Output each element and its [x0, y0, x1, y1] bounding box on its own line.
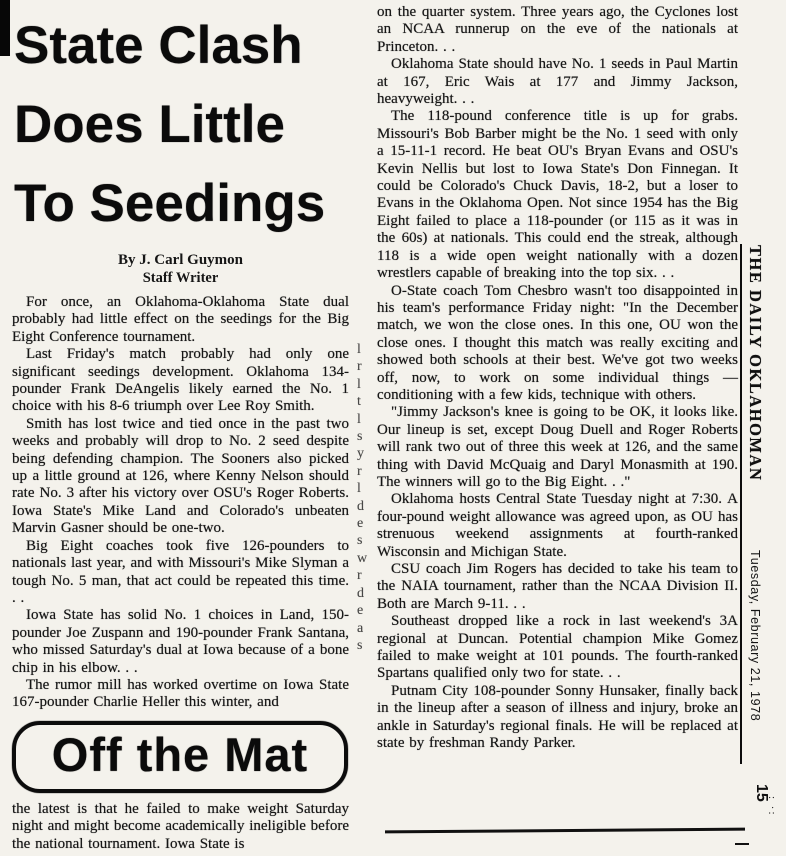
- gutter-fragment: e: [357, 603, 364, 619]
- gutter-fragment: s: [357, 533, 363, 549]
- article-paragraph: Iowa State has solid No. 1 choices in Land, 150-pounder Joe Zuspann and 190-pounder Frank Santana, who missed Saturday's dual at Iowa because of a bone chip in his elbow. . .: [12, 607, 349, 676]
- article-paragraph: Putnam City 108-pounder Sonny Hunsaker, finally back in the lineup after a season of illness and injury, broke an ankle in Saturday's regional finals. He will be replaced at state by freshman Randy Parker.: [377, 682, 738, 752]
- gutter-fragment: s: [357, 429, 363, 445]
- headline-line: Does Little: [14, 95, 285, 154]
- article-paragraph: For once, an Oklahoma-Oklahoma State dual probably had little effect on the seedings for the Big Eight Conference tournament.: [12, 294, 349, 345]
- article-paragraph: The rumor mill has worked overtime on Iowa State 167-pounder Charlie Heller this winter, and: [12, 676, 349, 711]
- gutter-artifacts: [357, 341, 371, 654]
- page-edge-mark: [0, 0, 10, 56]
- gutter-fragment: e: [357, 516, 364, 532]
- headline-line: State Clash: [14, 16, 303, 75]
- gutter-fragment: r: [357, 359, 362, 375]
- gutter-fragment: y: [357, 446, 364, 462]
- gutter-fragment: d: [357, 498, 364, 514]
- page-number-dots: : ·:: [766, 796, 778, 817]
- gutter-fragment: a: [357, 620, 364, 636]
- article-paragraph: "Jimmy Jackson's knee is going to be OK, it looks like. Our lineup is set, except Doug Duell and Roger Roberts will rank two out of three this week at 126, and the same thing with David McQuaig and Daryl Monasmith at 190. The winners will go to the Big Eight. . .": [377, 404, 738, 490]
- off-the-mat-label: Off the Mat: [51, 728, 309, 782]
- page-number: 15: [753, 784, 770, 802]
- article-headline: [14, 6, 349, 243]
- article-paragraph: Oklahoma State should have No. 1 seeds in Paul Martin at 167, Eric Wais at 177 and Jimmy Jackson, heavyweight. . .: [377, 56, 738, 108]
- article-paragraph: Last Friday's match probably had only one significant seedings development. Oklahoma 134-pounder Frank DeAngelis likely earned the No. 1 choice with his 8-6 triumph over Lee Roy Smith.: [12, 346, 349, 415]
- article-paragraph: Smith has lost twice and tied once in the past two weeks and probably will drop to No. 2 seed despite being defending champion. The Sooners also picked up a little ground at 126, where Kenny Nelson should rate No. 3 after his victory over OSU's Roger Roberts. Iowa State's Mike Land and Colorado's unbeaten Marvin Gasner should be one-two.: [12, 415, 349, 537]
- gutter-fragment: l: [357, 376, 361, 392]
- gutter-fragment: t: [357, 394, 361, 410]
- gutter-fragment: l: [357, 342, 361, 357]
- left-column-body: [12, 294, 349, 712]
- gutter-fragment: l: [357, 411, 361, 427]
- article-end-rule: [385, 828, 745, 834]
- left-column-continuation: [12, 801, 349, 853]
- gutter-fragment: w: [357, 550, 368, 566]
- gutter-fragment: r: [357, 463, 362, 479]
- article-right-column: [377, 0, 738, 752]
- article-paragraph: CSU coach Jim Rogers has decided to take his team to the NAIA tournament, rather than the NCAA Division II. Both are March 9-11. . .: [377, 561, 738, 612]
- article-paragraph: on the quarter system. Three years ago, the Cyclones lost an NCAA runnerup on the eve of the nationals at Princeton. . .: [377, 4, 738, 55]
- issue-date: Tuesday, February 21, 1978: [748, 550, 762, 722]
- off-the-mat-box: [12, 721, 348, 793]
- margin-vertical-rule: [740, 244, 742, 764]
- article-paragraph: the latest is that he failed to make weight Saturday night and might become academically ineligible before the national tournament. Iowa State is: [12, 800, 349, 852]
- article-paragraph: O-State coach Tom Chesbro wasn't too disappointed in his team's performance Friday night: "In the December match, we won the close ones. In this one, OU won the close ones. I thought this match was really exciting and showed both schools at their best. We've got two weeks off, now, to work on some individual things — conditioning with a few kids, technique with others.: [377, 282, 738, 403]
- article-left-column: [12, 0, 349, 853]
- newspaper-masthead: THE DAILY OKLAHOMAN: [746, 245, 765, 482]
- right-column-body: [377, 4, 738, 752]
- gutter-fragment: r: [357, 568, 362, 584]
- gutter-fragment: d: [357, 585, 364, 601]
- gutter-fragment: l: [357, 481, 361, 497]
- article-paragraph: Big Eight coaches took five 126-pounders to nationals last year, and with Missouri's Mike Slyman a tough No. 5 man, that act could be repeated this time. . .: [12, 537, 349, 606]
- byline-block: [12, 251, 349, 287]
- article-paragraph: The 118-pound conference title is up for grabs. Missouri's Bob Barber might be the No. 1 seed with only a 15-11-1 record. He beat OU's Bryan Evans and OSU's Kevin Nellis but lost to Iowa State's Don Finnegan. It could be Colorado's Chuck Davis, 18-2, but a loser to Evans in the Oklahoma Open. Not since 1954 has the Big Eight failed to place a 118-pounder (or 115 as it was in the 60s) at nationals. This could end the streak, although 118 is a wide open weight nationally with a dozen wrestlers capable of breaking into the top six. . .: [377, 108, 738, 282]
- gutter-fragment: s: [357, 637, 363, 653]
- margin-tick-mark: [735, 843, 749, 845]
- article-paragraph: Oklahoma hosts Central State Tuesday night at 7:30. A four-pound weight allowance was agreed upon, as OU has strenuous weekend assignments at fourth-ranked Wisconsin and Michigan State.: [377, 491, 738, 560]
- headline-line: To Seedings: [14, 174, 326, 233]
- byline-author: By J. Carl Guymon: [117, 252, 243, 268]
- article-paragraph: Southeast dropped like a rock in last weekend's 3A regional at Duncan. Potential champion Mike Gomez failed to make weight at 101 pounds. The fourth-ranked Spartans qualified only two for state. . .: [377, 613, 738, 682]
- byline-role: Staff Writer: [142, 270, 219, 286]
